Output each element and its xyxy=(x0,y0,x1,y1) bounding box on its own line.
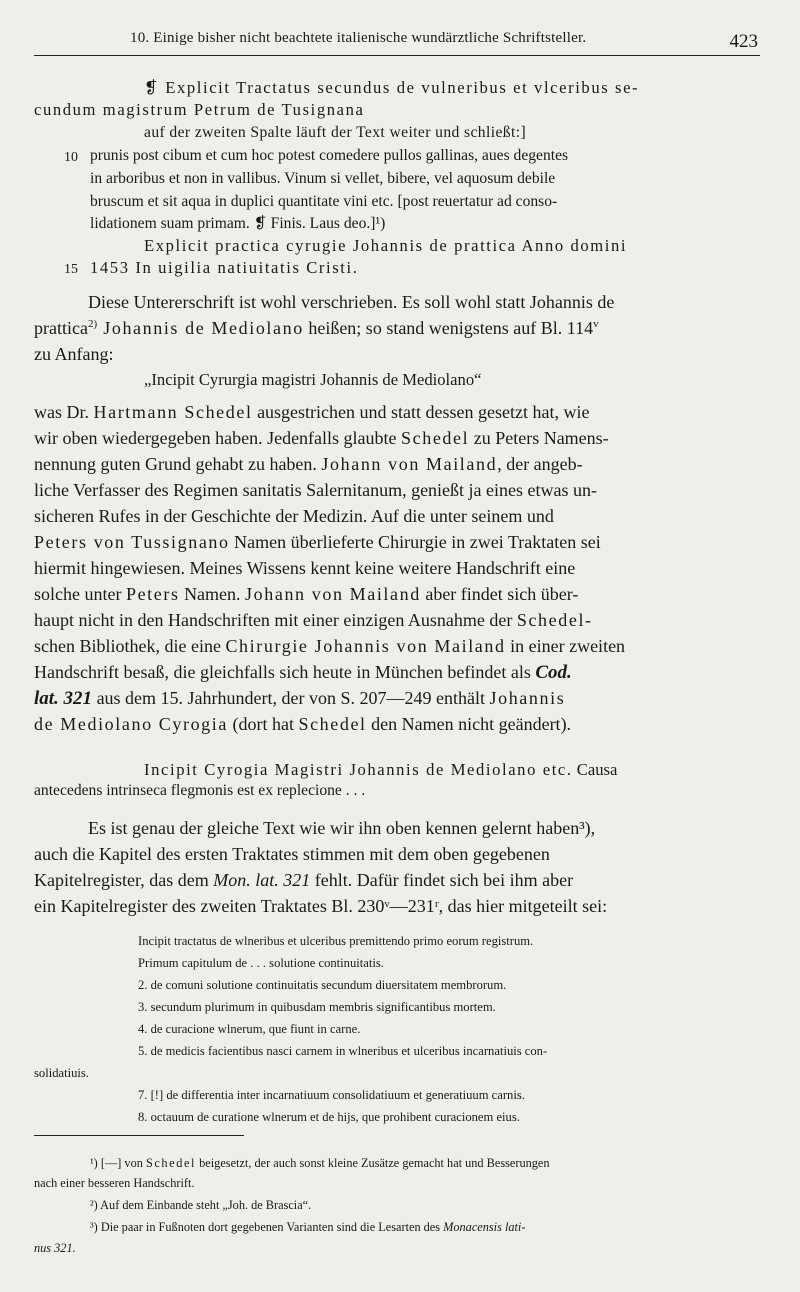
text-line: Diese Untererschrift ist wohl verschrieben. Es soll wohl statt Johannis de xyxy=(88,292,615,312)
text-line: in arboribus et non in vallibus. Vinum si vellet, bibere, vel aquosum debile xyxy=(90,170,556,187)
text-line: Explicit practica cyrugie Johannis de prattica Anno domini xyxy=(144,236,628,255)
line-number: 15 xyxy=(64,262,78,277)
text-line: prattica$^{2)}$ Johannis de Mediolano heißen; so stand wenigstens auf Bl. 114$^v$ xyxy=(34,318,599,338)
text-line: sicheren Rufes in der Geschichte der Medizin. Auf die unter seinem und xyxy=(34,506,554,526)
quote-line: Incipit Cyrogia Magistri Johannis de Mediolano etc. Causa xyxy=(144,760,618,779)
text-line: solche unter Peters Namen. Johann von Mailand aber findet sich über- xyxy=(34,584,579,604)
text-line: haupt nicht in den Handschriften mit einer einzigen Ausnahme der Schedel- xyxy=(34,610,593,630)
text-line: bruscum et sit aqua in duplici quantitate vini etc. [post reuertatur ad conso- xyxy=(90,193,558,210)
list-item: Primum capitulum de . . . solutione continuitatis. xyxy=(138,956,384,970)
text-line: ein Kapitelregister des zweiten Traktates Bl. 230ᵛ—231ʳ, das hier mitgeteilt sei: xyxy=(34,896,608,916)
footnote: ²) Auf dem Einbande steht „Joh. de Brascia“. xyxy=(90,1198,312,1212)
text-line: schen Bibliothek, die eine Chirurgie Johannis von Mailand in einer zweiten xyxy=(34,636,626,656)
quote-line: „Incipit Cyrurgia magistri Johannis de Mediolano“ xyxy=(144,370,482,389)
page-number: 423 xyxy=(729,31,758,52)
text-line: Kapitelregister, das dem Mon. lat. 321 fehlt. Dafür findet sich bei ihm aber xyxy=(34,870,574,890)
text-line: Peters von Tussignano Namen überlieferte Chirurgie in zwei Traktaten sei xyxy=(34,532,601,552)
text-line: Handschrift besaß, die gleichfalls sich heute in München befindet als Cod. xyxy=(34,662,572,683)
running-header xyxy=(122,26,772,52)
text-line: Es ist genau der gleiche Text wie wir ihn oben kennen gelernt haben³), xyxy=(88,818,596,838)
footnote: nach einer besseren Handschrift. xyxy=(34,1176,195,1190)
text-line: prunis post cibum et cum hoc potest comedere pullos gallinas, aues degentes xyxy=(90,147,569,164)
text-line: hiermit hingewiesen. Meines Wissens kennt keine weitere Handschrift eine xyxy=(34,558,576,578)
text-line: wir oben wiedergegeben haben. Jedenfalls glaubte Schedel zu Peters Namens- xyxy=(34,428,609,448)
footnote-rule xyxy=(34,1135,244,1136)
text-line: lat. 321 aus dem 15. Jahrhundert, der von S. 207—249 enthält Johannis xyxy=(34,688,566,709)
header-rule xyxy=(34,55,760,56)
text-line: was Dr. Hartmann Schedel ausgestrichen und statt dessen gesetzt hat, wie xyxy=(34,402,590,422)
footnote: ³) Die paar in Fußnoten dort gegebenen Varianten sind die Lesarten des Monacensis lati- xyxy=(90,1220,526,1234)
list-item: 5. de medicis facientibus nasci carnem in wlneribus et ulceribus incarnatiuis con- xyxy=(138,1044,548,1058)
footnote: nus 321. xyxy=(34,1241,76,1255)
text-line: nennung guten Grund gehabt zu haben. Johann von Mailand, der angeb- xyxy=(34,454,583,474)
text-line: liche Verfasser des Regimen sanitatis Salernitanum, genießt ja eines etwas un- xyxy=(34,480,598,500)
running-title: 10. Einige bisher nicht beachtete italienische wundärztliche Schriftsteller. xyxy=(130,30,587,46)
list-item: 7. [!] de differentia inter incarnatiuum consolidatiuum et generatiuum carnis. xyxy=(138,1088,525,1102)
text-line: de Mediolano Cyrogia (dort hat Schedel den Namen nicht geändert). xyxy=(34,714,572,734)
text-line: 1453 In uigilia natiuitatis Cristi. xyxy=(90,258,359,277)
text-line: zu Anfang: xyxy=(34,344,114,364)
list-item: solidatiuis. xyxy=(34,1066,89,1080)
text-line: cundum magistrum Petrum de Tusignana xyxy=(34,100,365,119)
list-item: 3. secundum plurimum in quibusdam membris significantibus mortem. xyxy=(138,1000,496,1014)
text-line: auch die Kapitel des ersten Traktates stimmen mit dem oben gegebenen xyxy=(34,844,550,864)
text-line: lidationem suam primam. ❡ Finis. Laus deo.]¹) xyxy=(90,215,386,232)
line-number: 10 xyxy=(64,150,78,165)
text-line: ❡ Explicit Tractatus secundus de vulneribus et vlceribus se- xyxy=(144,78,640,97)
list-item: Incipit tractatus de wlneribus et ulceribus premittendo primo eorum registrum. xyxy=(138,934,534,948)
list-item: 4. de curacione wlnerum, que fiunt in carne. xyxy=(138,1022,361,1036)
footnote: ¹) [—] von Schedel beigesetzt, der auch sonst kleine Zusätze gemacht hat und Besserungen xyxy=(90,1156,550,1170)
list-item: 8. octauum de curatione wlnerum et de hijs, que prohibent curacionem eius. xyxy=(138,1110,520,1124)
quote-line: antecedens intrinseca flegmonis est ex replecione . . . xyxy=(34,782,366,799)
text-line: auf der zweiten Spalte läuft der Text weiter und schließt:] xyxy=(144,124,527,141)
list-item: 2. de comuni solutione continuitatis secundum diuersitatem membrorum. xyxy=(138,978,507,992)
